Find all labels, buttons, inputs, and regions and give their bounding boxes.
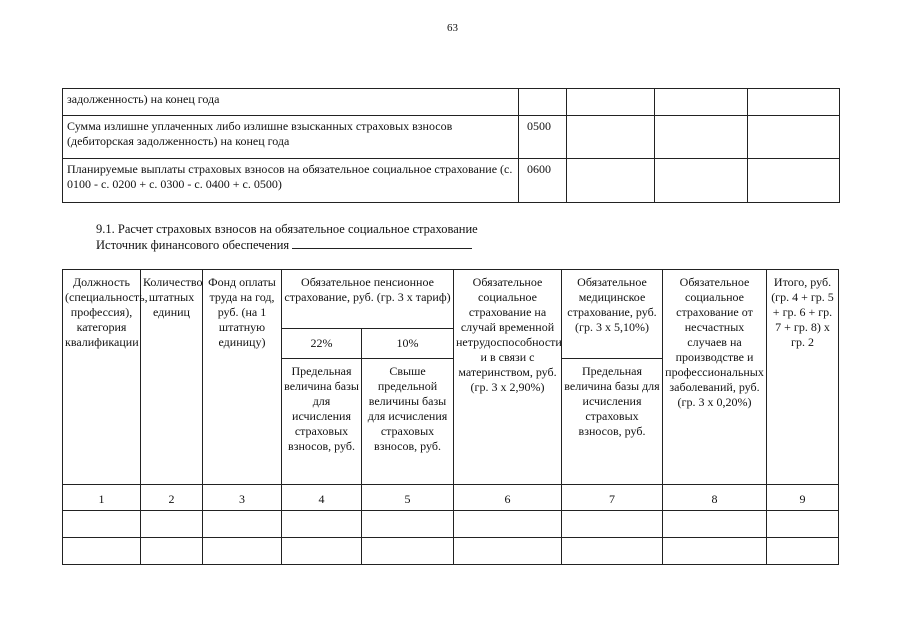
funding-source-blank [292, 237, 472, 249]
value-cell [748, 89, 840, 116]
header-wage-fund: Фонд оплаты труда на год, руб. (на 1 штатную единицу) [203, 270, 282, 485]
data-cell [767, 538, 839, 565]
data-cell [63, 511, 141, 538]
table-row [63, 159, 840, 203]
value-cell [748, 159, 840, 203]
header-pension-22: 22% [282, 329, 362, 359]
data-cell [282, 538, 362, 565]
table-row [63, 538, 839, 565]
row-code: 0500 [519, 116, 567, 159]
header-social: Обязательное социальное страхование на случай временной нетрудоспособности и в связи с материнством, руб. (гр. 3 х 2,90%) [454, 270, 562, 485]
value-cell [655, 89, 748, 116]
value-cell [655, 116, 748, 159]
column-number-row [63, 485, 839, 511]
balance-table [62, 88, 840, 203]
header-medical: Обязательное медицинское страхование, руб. (гр. 3 х 5,10%) [562, 270, 663, 359]
header-accident: Обязательное социальное страхование от несчастных случаев на производстве и профессиональных заболеваний, руб. (гр. 3 х 0,20%) [663, 270, 767, 485]
column-number: 3 [203, 485, 282, 511]
header-row [63, 270, 839, 329]
header-pension-22-desc: Предельная величина базы для исчисления страховых взносов, руб. [282, 359, 362, 485]
data-cell [562, 538, 663, 565]
column-number: 2 [141, 485, 203, 511]
column-number: 4 [282, 485, 362, 511]
value-cell [567, 89, 655, 116]
section-title: 9.1. Расчет страховых взносов на обязательное социальное страхование [96, 222, 478, 236]
column-number: 7 [562, 485, 663, 511]
column-number: 8 [663, 485, 767, 511]
funding-source-line [96, 237, 472, 253]
data-cell [663, 538, 767, 565]
data-cell [203, 511, 282, 538]
row-description: задолженность) на конец года [63, 89, 519, 116]
column-number: 6 [454, 485, 562, 511]
header-position: Должность (специальность, профессия), категория квалификации [63, 270, 141, 485]
row-code: 0600 [519, 159, 567, 203]
data-cell [562, 511, 663, 538]
header-pension-10: 10% [362, 329, 454, 359]
data-cell [362, 538, 454, 565]
column-number: 1 [63, 485, 141, 511]
data-cell [141, 538, 203, 565]
data-cell [454, 538, 562, 565]
value-cell [567, 159, 655, 203]
value-cell [655, 159, 748, 203]
row-description: Сумма излишне уплаченных либо излишне взысканных страховых взносов (дебиторская задолженность) на конец года [63, 116, 519, 159]
data-cell [141, 511, 203, 538]
data-cell [767, 511, 839, 538]
data-cell [362, 511, 454, 538]
header-pension-10-desc: Свыше предельной величины базы для исчисления страховых взносов, руб. [362, 359, 454, 485]
header-staff-count: Количество штатных единиц [141, 270, 203, 485]
column-number: 5 [362, 485, 454, 511]
data-cell [203, 538, 282, 565]
data-cell [663, 511, 767, 538]
page-number: 63 [447, 22, 458, 34]
row-code [519, 89, 567, 116]
table-row [63, 89, 840, 116]
table-row [63, 116, 840, 159]
header-pension: Обязательное пенсионное страхование, руб. (гр. 3 х тариф) [282, 270, 454, 329]
funding-source-label: Источник финансового обеспечения [96, 238, 290, 252]
value-cell [748, 116, 840, 159]
header-total: Итого, руб. (гр. 4 + гр. 5 + гр. 6 + гр. 7 + гр. 8) х гр. 2 [767, 270, 839, 485]
row-description: Планируемые выплаты страховых взносов на обязательное социальное страхование (с. 0100 - с. 0200 + с. 0300 - с. 0400 + с. 0500) [63, 159, 519, 203]
insurance-calculation-table [62, 269, 839, 565]
column-number: 9 [767, 485, 839, 511]
value-cell [567, 116, 655, 159]
data-cell [282, 511, 362, 538]
data-cell [454, 511, 562, 538]
data-cell [63, 538, 141, 565]
header-medical-desc: Предельная величина базы для исчисления страховых взносов, руб. [562, 359, 663, 485]
table-row [63, 511, 839, 538]
